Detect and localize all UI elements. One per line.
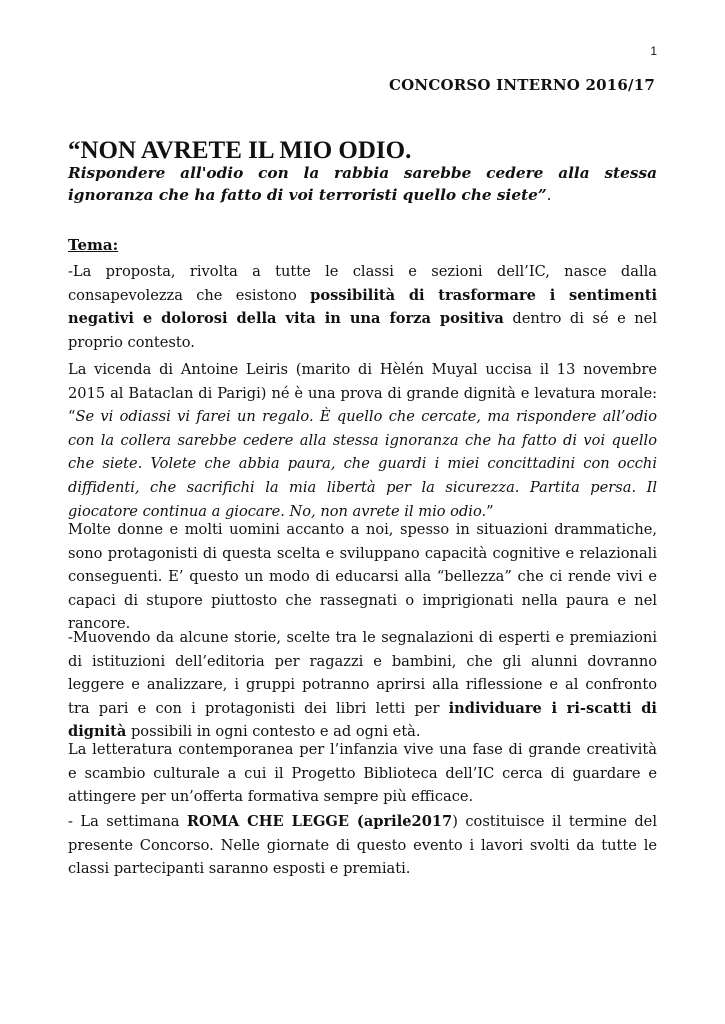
text: -Muovendo da alcune storie, scelte tra le segnalazioni di esperti e premiazioni di istituzioni dell’editoria per ragazzi e bambini, che gli alunni dovranno leggere e analizzare, i gruppi potranno aprirsi alla riflessione e al confronto tra pari e con i protagonisti dei libri letti per [68, 629, 657, 717]
section-heading: Tema: [68, 236, 119, 254]
bold-text: individuare i ri-scatti di dignità [68, 699, 657, 741]
text: - La settimana [68, 813, 187, 830]
text: -La proposta, rivolta a tutte le classi e sezioni dell’IC, nasce dalla consapevolezza che esistono [68, 263, 657, 304]
text: Molte donne e molti uomini accanto a noi, spesso in situazioni drammatiche, sono protagonisti di questa scelta e sviluppano capacità cognitive e relazionali conseguenti. E’ questo un modo di educarsi alla “bellezza” che ci rende vivi e capaci di stupore piuttosto che rassegnati o imprigionati nella paura e nel rancore. [68, 521, 657, 633]
paragraph-roma-che-legge [68, 810, 657, 881]
paragraph-leiris [68, 358, 657, 523]
text: ” [486, 502, 494, 520]
bold-text: possibilità di trasformare i sentimenti negativi e dolorosi della vita in una forza positiva [68, 286, 657, 328]
text: La vicenda di Antoine Leiris (marito di Hèlén Muyal uccisa il 13 novembre 2015 al Bataclan di Parigi) né è una prova di grande dignità e levatura morale: “ [68, 361, 657, 426]
text: ) costituisce il termine del presente Concorso. Nelle giornate di questo evento i lavori svolti da tutte le classi partecipanti saranno esposti e premiati. [68, 813, 657, 878]
text: La letteratura contemporanea per l’infanzia vive una fase di grande creatività e scambio culturale a cui il Progetto Biblioteca dell’IC cerca di guardare e attingere per un’offerta formativa sempre più efficace. [68, 741, 657, 806]
text: dentro di sé e nel proprio contesto. [68, 310, 657, 351]
paragraph-letteratura [68, 738, 657, 809]
document-title: “NON AVRETE IL MIO ODIO. [68, 137, 412, 164]
quote-text: Se vi odiassi vi farei un regalo. È quello che cercate, ma rispondere all’odio con la collera sarebbe cedere alla stessa ignoranza che ha fatto di voi quello che siete. Volete che abbia paura, che guardi i miei concittadini con occhi diffidenti, che sacrifichi la mia libertà per la sicurezza. Partita persa. Il giocatore continua a giocare. No, non avrete il mio odio. [68, 408, 657, 520]
document-subtitle [68, 162, 657, 206]
text: possibili in ogni contesto e ad ogni età. [126, 723, 421, 741]
paragraph-proposta [68, 260, 657, 354]
document-header: CONCORSO INTERNO 2016/17 [389, 76, 655, 94]
subtitle-end: . [546, 186, 552, 204]
paragraph-storie [68, 626, 657, 744]
page-number: 1 [650, 44, 657, 58]
bold-text: ROMA CHE LEGGE (aprile2017 [186, 813, 453, 830]
paragraph-bellezza [68, 518, 657, 636]
subtitle-text: Rispondere all'odio con la rabbia sarebbe cedere alla stessa ignoranza che ha fatto di voi terroristi quello che siete” [68, 164, 657, 204]
